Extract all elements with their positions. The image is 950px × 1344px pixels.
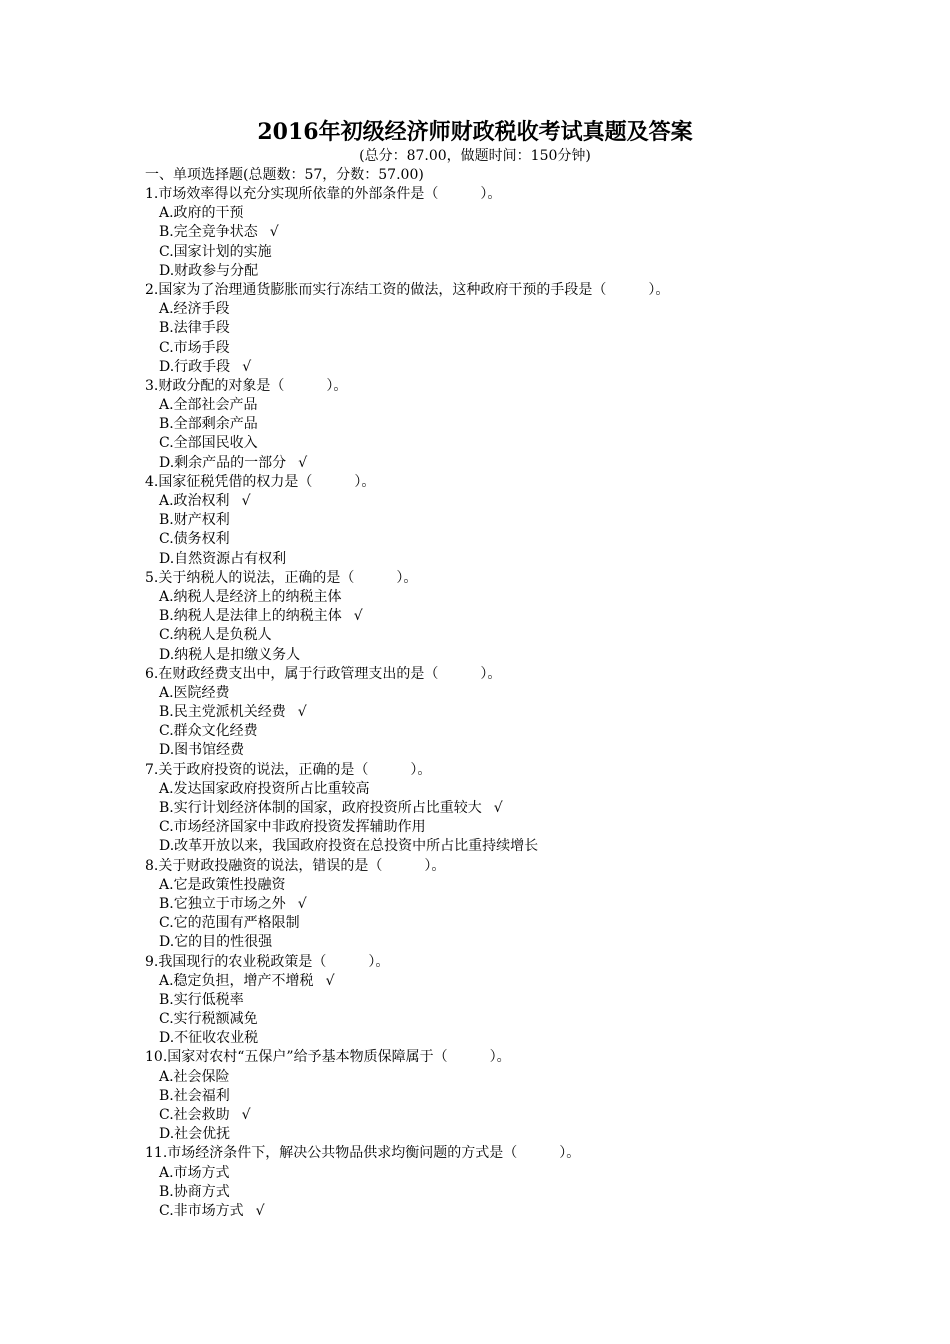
answer-option	[145, 396, 935, 415]
question-stem: 5.关于纳税人的说法，正确的是（ ）。	[145, 569, 418, 586]
option-text: B.民主党派机关经费	[159, 704, 286, 721]
option-text: A.全部社会产品	[159, 397, 258, 414]
option-text: D.行政手段	[159, 358, 231, 375]
option-text: A.社会保险	[159, 1068, 230, 1085]
option-text: D.剩余产品的一部分	[159, 454, 287, 471]
option-text: A.市场方式	[159, 1164, 230, 1181]
answer-option	[145, 530, 935, 549]
question-item	[145, 473, 935, 569]
answer-option	[145, 837, 935, 856]
option-text: D.它的目的性很强	[159, 934, 273, 951]
answer-option	[145, 550, 935, 569]
question-stem: 9.我国现行的农业税政策是（ ）。	[145, 953, 390, 970]
option-text: B.完全竞争状态	[159, 224, 258, 241]
option-text: D.社会优抚	[159, 1126, 231, 1143]
option-text: B.财产权利	[159, 512, 230, 529]
question-item	[145, 1144, 935, 1221]
correct-check-icon: √	[493, 800, 503, 816]
answer-option	[145, 972, 935, 991]
answer-option	[145, 1029, 935, 1048]
question-item	[145, 665, 935, 761]
correct-check-icon: √	[353, 608, 363, 625]
answer-option	[145, 1183, 935, 1202]
option-text: D.改革开放以来，我国政府投资在总投资中所占比重持续增长	[159, 838, 539, 855]
option-text: C.全部国民收入	[159, 435, 258, 452]
question-item	[145, 761, 935, 857]
answer-option	[145, 741, 935, 760]
option-text: A.政治权利	[159, 493, 230, 509]
answer-option	[145, 626, 935, 645]
answer-option	[145, 434, 935, 453]
question-item	[145, 185, 935, 281]
answer-option	[145, 319, 935, 338]
correct-check-icon: √	[297, 704, 307, 721]
answer-option	[145, 876, 935, 895]
option-text: C.市场手段	[159, 339, 230, 356]
question-item	[145, 953, 935, 1049]
option-text: C.市场经济国家中非政府投资发挥辅助作用	[159, 819, 426, 836]
question-item	[145, 1048, 935, 1144]
answer-option	[145, 818, 935, 837]
answer-option	[145, 588, 935, 607]
answer-option	[145, 454, 935, 473]
option-text: A.发达国家政府投资所占比重较高	[159, 780, 370, 797]
option-text: B.实行低税率	[159, 991, 244, 1008]
question-stem: 7.关于政府投资的说法，正确的是（ ）。	[145, 761, 432, 778]
question-stem: 10.国家对农村“五保户”给予基本物质保障属于（ ）。	[145, 1049, 511, 1066]
option-text: C.债务权利	[159, 531, 230, 548]
answer-option	[145, 223, 935, 242]
answer-option	[145, 1202, 935, 1221]
option-text: A.政府的干预	[159, 205, 244, 222]
option-text: C.纳税人是负税人	[159, 627, 272, 644]
answer-option	[145, 933, 935, 952]
correct-check-icon: √	[255, 1202, 265, 1219]
answer-option	[145, 204, 935, 223]
answer-option	[145, 684, 935, 703]
question-stem: 4.国家征税凭借的权力是（ ）。	[145, 473, 376, 490]
option-text: A.稳定负担，增产不增税	[159, 972, 314, 989]
answer-option	[145, 780, 935, 799]
answer-option	[145, 722, 935, 741]
question-item	[145, 857, 935, 953]
option-text: C.非市场方式	[159, 1202, 244, 1219]
option-text: D.自然资源占有权利	[159, 550, 287, 567]
option-text: C.国家计划的实施	[159, 243, 272, 260]
question-item	[145, 377, 935, 473]
option-text: B.协商方式	[159, 1183, 230, 1200]
question-item	[145, 281, 935, 377]
option-text: C.它的范围有严格限制	[159, 915, 300, 932]
answer-option	[145, 914, 935, 933]
question-stem: 1.市场效率得以充分实现所依靠的外部条件是（ ）。	[145, 186, 502, 202]
answer-option	[145, 1087, 935, 1106]
answer-option	[145, 895, 935, 914]
option-text: B.社会福利	[159, 1087, 230, 1104]
option-text: C.实行税额减免	[159, 1011, 258, 1028]
option-text: A.它是政策性投融资	[159, 876, 286, 893]
question-stem: 6.在财政经费支出中，属于行政管理支出的是（ ）。	[145, 665, 502, 682]
answer-option	[145, 492, 935, 511]
document-subtitle: (总分：87.00，做题时间：150分钟)	[359, 148, 591, 164]
answer-option	[145, 1164, 935, 1183]
answer-option	[145, 799, 935, 818]
answer-option	[145, 1125, 935, 1144]
option-text: B.它独立于市场之外	[159, 895, 286, 912]
correct-check-icon: √	[241, 493, 251, 509]
question-list	[145, 185, 935, 1221]
answer-option	[145, 1010, 935, 1029]
answer-option	[145, 339, 935, 358]
option-text: B.法律手段	[159, 320, 230, 337]
section-heading: 一、单项选择题(总题数：57，分数：57.00)	[145, 167, 424, 183]
question-item	[145, 569, 935, 665]
answer-option	[145, 262, 935, 281]
answer-option	[145, 646, 935, 665]
question-stem: 11.市场经济条件下，解决公共物品供求均衡问题的方式是（ ）。	[145, 1145, 581, 1162]
answer-option	[145, 703, 935, 722]
correct-check-icon: √	[269, 224, 279, 241]
answer-option	[145, 1106, 935, 1125]
answer-option	[145, 243, 935, 262]
question-stem: 8.关于财政投融资的说法，错误的是（ ）。	[145, 857, 446, 874]
answer-option	[145, 358, 935, 377]
option-text: D.财政参与分配	[159, 262, 259, 279]
option-text: C.社会救助	[159, 1107, 230, 1123]
option-text: A.医院经费	[159, 684, 230, 701]
answer-option	[145, 511, 935, 530]
correct-check-icon: √	[242, 358, 252, 375]
correct-check-icon: √	[297, 895, 307, 912]
option-text: A.经济手段	[159, 301, 230, 318]
option-text: D.图书馆经费	[159, 742, 245, 759]
option-text: D.纳税人是扣缴义务人	[159, 646, 301, 663]
answer-option	[145, 607, 935, 626]
option-text: C.群众文化经费	[159, 723, 258, 740]
question-stem: 3.财政分配的对象是（ ）。	[145, 377, 348, 394]
answer-option	[145, 415, 935, 434]
answer-option	[145, 1068, 935, 1087]
option-text: D.不征收农业税	[159, 1030, 259, 1047]
answer-option	[145, 991, 935, 1010]
correct-check-icon: √	[241, 1107, 251, 1123]
answer-option	[145, 300, 935, 319]
correct-check-icon: √	[298, 454, 308, 471]
option-text: B.纳税人是法律上的纳税主体	[159, 608, 342, 625]
option-text: B.全部剩余产品	[159, 416, 258, 433]
correct-check-icon: √	[325, 972, 335, 989]
question-stem: 2.国家为了治理通货膨胀而实行冻结工资的做法，这种政府干预的手段是（ ）。	[145, 281, 670, 298]
option-text: B.实行计划经济体制的国家，政府投资所占比重较大	[159, 800, 482, 816]
document-title: 2016年初级经济师财政税收考试真题及答案	[257, 119, 693, 145]
option-text: A.纳税人是经济上的纳税主体	[159, 588, 342, 605]
